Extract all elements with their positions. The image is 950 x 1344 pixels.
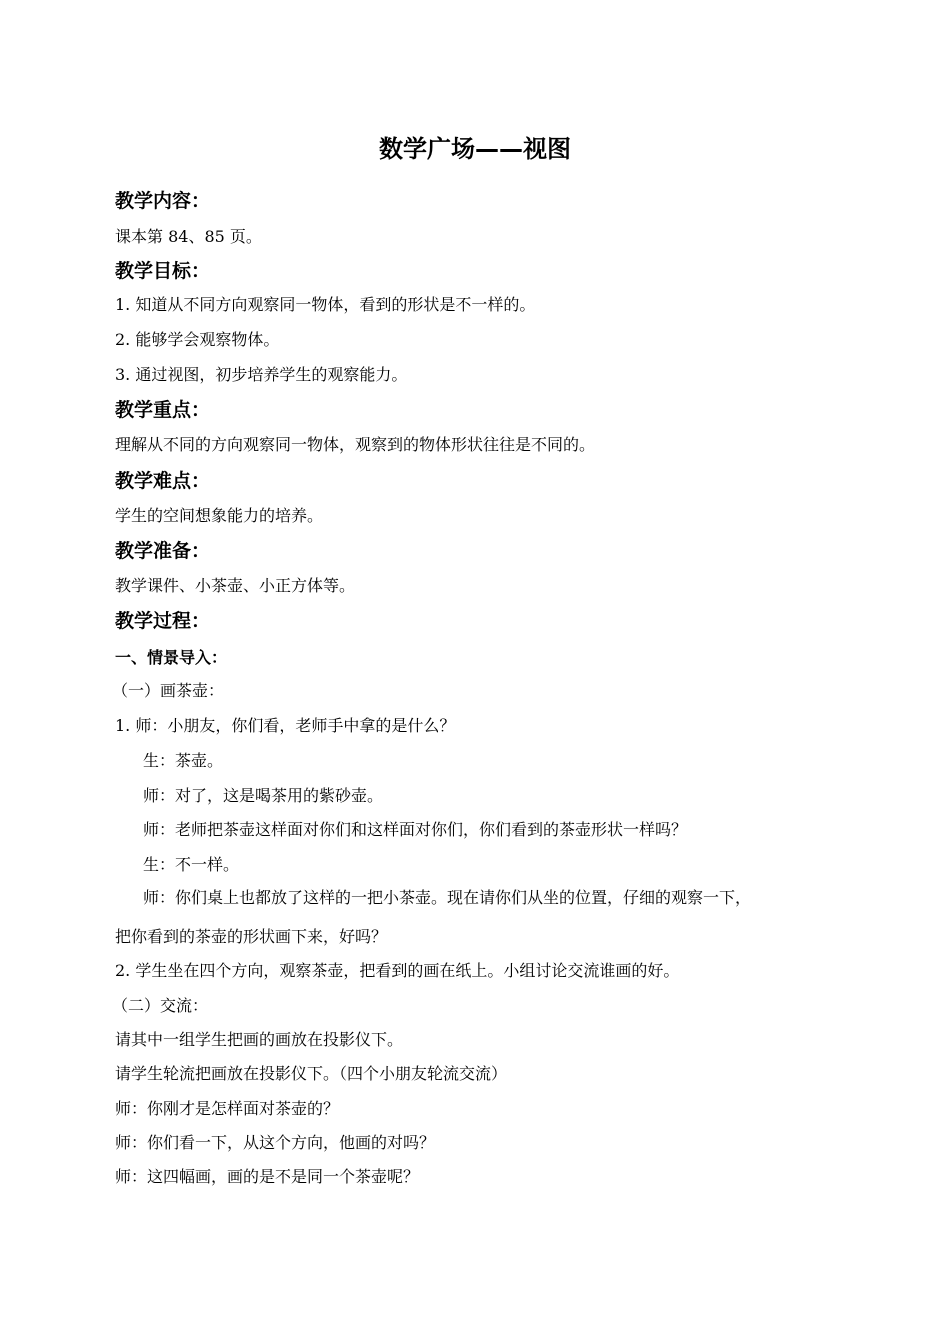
preparation-text: 教学课件、小茶壶、小正方体等。 [115, 576, 356, 595]
exchange-line: 师：你们看一下，从这个方向，他画的对吗？ [115, 1133, 436, 1152]
dialogue-continuation: 把你看到的茶壶的形状画下来，好吗？ [115, 927, 388, 946]
part-1-heading: （一）画茶壶： [112, 681, 225, 700]
dialogue-line: 师：对了，这是喝茶用的紫砂壶。 [143, 786, 384, 805]
process-heading: 教学过程： [115, 610, 211, 632]
exchange-line: 师：你刚才是怎样面对茶壶的？ [115, 1099, 340, 1118]
goals-heading: 教学目标： [115, 260, 211, 282]
difficulties-text: 学生的空间想象能力的培养。 [115, 506, 324, 525]
goal-item-1: 1. 知道从不同方向观察同一物体，看到的形状是不一样的。 [115, 295, 536, 314]
content-text: 课本第 84、85 页。 [115, 227, 262, 246]
section-1-heading: 一、情景导入： [115, 648, 228, 667]
goal-item-2: 2. 能够学会观察物体。 [115, 330, 280, 349]
exchange-line: 师：这四幅画，画的是不是同一个茶壶呢？ [115, 1167, 420, 1186]
dialogue-line: 生：不一样。 [143, 855, 240, 874]
dialogue-line: 师：老师把茶壶这样面对你们和这样面对你们，你们看到的茶壶形状一样吗？ [143, 820, 688, 839]
dialogue-line: 生：茶壶。 [143, 751, 224, 770]
goal-item-3: 3. 通过视图，初步培养学生的观察能力。 [115, 365, 408, 384]
step-2: 2. 学生坐在四个方向，观察茶壶，把看到的画在纸上。小组讨论交流谁画的好。 [115, 961, 680, 980]
exchange-line: 请其中一组学生把画的画放在投影仪下。 [115, 1030, 404, 1049]
dialogue-line: 师：你们桌上也都放了这样的一把小茶壶。现在请你们从坐的位置，仔细的观察一下， [143, 888, 752, 907]
part-2-heading: （二）交流： [112, 996, 209, 1015]
step-1: 1. 师：小朋友，你们看，老师手中拿的是什么？ [115, 716, 456, 735]
content-heading: 教学内容： [115, 190, 211, 212]
exchange-line: 请学生轮流把画放在投影仪下。（四个小朋友轮流交流） [115, 1064, 508, 1083]
key-points-text: 理解从不同的方向观察同一物体，观察到的物体形状往往是不同的。 [115, 435, 596, 454]
preparation-heading: 教学准备： [115, 540, 211, 562]
document-title: 数学广场——视图 [379, 135, 571, 163]
key-points-heading: 教学重点： [115, 399, 211, 421]
difficulties-heading: 教学难点： [115, 470, 211, 492]
